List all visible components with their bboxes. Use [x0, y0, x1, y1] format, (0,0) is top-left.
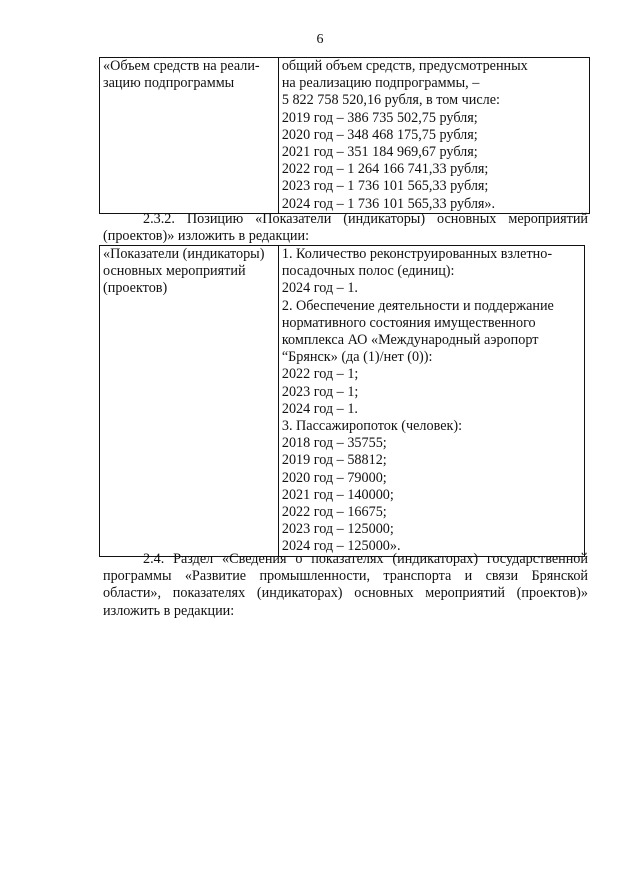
funding-label-cell [100, 58, 279, 214]
cell-text-line: посадочных полос (единиц): [281, 263, 455, 280]
cell-text-line: «Объем средств на реали- [103, 58, 260, 74]
funding-value-cell [278, 58, 589, 214]
cell-text-line: зацию подпрограммы [103, 75, 235, 92]
cell-text-line: 2019 год – 386 735 502,75 рубля; [281, 109, 478, 126]
cell-text-line: 3. Пассажиропоток (человек): [281, 418, 463, 435]
cell-text-line: 2019 год – 58812; [281, 452, 387, 469]
indicators-label-cell [100, 246, 279, 557]
funding-table [99, 57, 590, 214]
cell-text-line: 1. Количество реконструированных взлетно- [281, 246, 553, 262]
paragraph-line: программы «Развитие промышленности, транспорта и связи Брянской [103, 568, 588, 585]
cell-text-line: 2022 год – 16675; [281, 504, 387, 521]
paragraph-2-4 [103, 551, 588, 620]
cell-text-line: “Брянск» (да (1)/нет (0)): [281, 349, 433, 366]
cell-text-line: нормативного состояния имущественного [281, 314, 536, 331]
cell-text-line: общий объем средств, предусмотренных [281, 58, 528, 74]
cell-text-line: 2020 год – 79000; [281, 469, 387, 486]
cell-text-line: 2023 год – 1; [281, 383, 359, 400]
cell-text-line: на реализацию подпрограммы, – [281, 75, 480, 92]
cell-text-line: 2020 год – 348 468 175,75 рубля; [281, 126, 478, 143]
indicators-value-cell [278, 246, 584, 557]
indicators-table [99, 245, 585, 557]
cell-text-line: 2024 год – 1. [281, 400, 358, 417]
cell-text-line: 2022 год – 1 264 166 741,33 рубля; [281, 161, 489, 178]
paragraph-line: (проектов)» изложить в редакции: [103, 228, 310, 245]
cell-text-line: «Показатели (индикаторы) [103, 246, 265, 262]
table-row [100, 246, 585, 557]
paragraph-line: области», показателях (индикаторах) основных мероприятий (проектов)» [103, 585, 588, 602]
cell-text-line: 2. Обеспечение деятельности и поддержание [281, 297, 554, 314]
table-row [100, 58, 590, 214]
paragraph-line: изложить в редакции: [103, 602, 235, 619]
cell-text-line: 2022 год – 1; [281, 366, 359, 383]
cell-text-line: 2023 год – 1 736 101 565,33 рубля; [281, 178, 489, 195]
page-number: 6 [316, 32, 324, 47]
cell-text-line: (проектов) [103, 280, 168, 297]
cell-text-line: 2021 год – 351 184 969,67 рубля; [281, 144, 478, 161]
cell-text-line: 2024 год – 1. [281, 280, 358, 297]
cell-text-line: 2024 год – 125000». [281, 538, 401, 555]
cell-text-line: 2023 год – 125000; [281, 521, 394, 538]
cell-text-line: 2021 год – 140000; [281, 486, 394, 503]
cell-text-line: 2018 год – 35755; [281, 435, 387, 452]
cell-text-line: основных мероприятий [103, 263, 246, 280]
paragraph-line: 2.3.2. Позицию «Показатели (индикаторы) основных мероприятий [143, 211, 588, 227]
paragraph-2-3-2 [103, 211, 588, 245]
cell-text-line: 2024 год – 1 736 101 565,33 рубля». [281, 195, 496, 212]
cell-text-line: 5 822 758 520,16 рубля, в том числе: [281, 92, 500, 109]
paragraph-line: 2.4. Раздел «Сведения о показателях (индикаторах) государственной [143, 551, 588, 567]
cell-text-line: комплекса АО «Международный аэропорт [281, 332, 539, 349]
